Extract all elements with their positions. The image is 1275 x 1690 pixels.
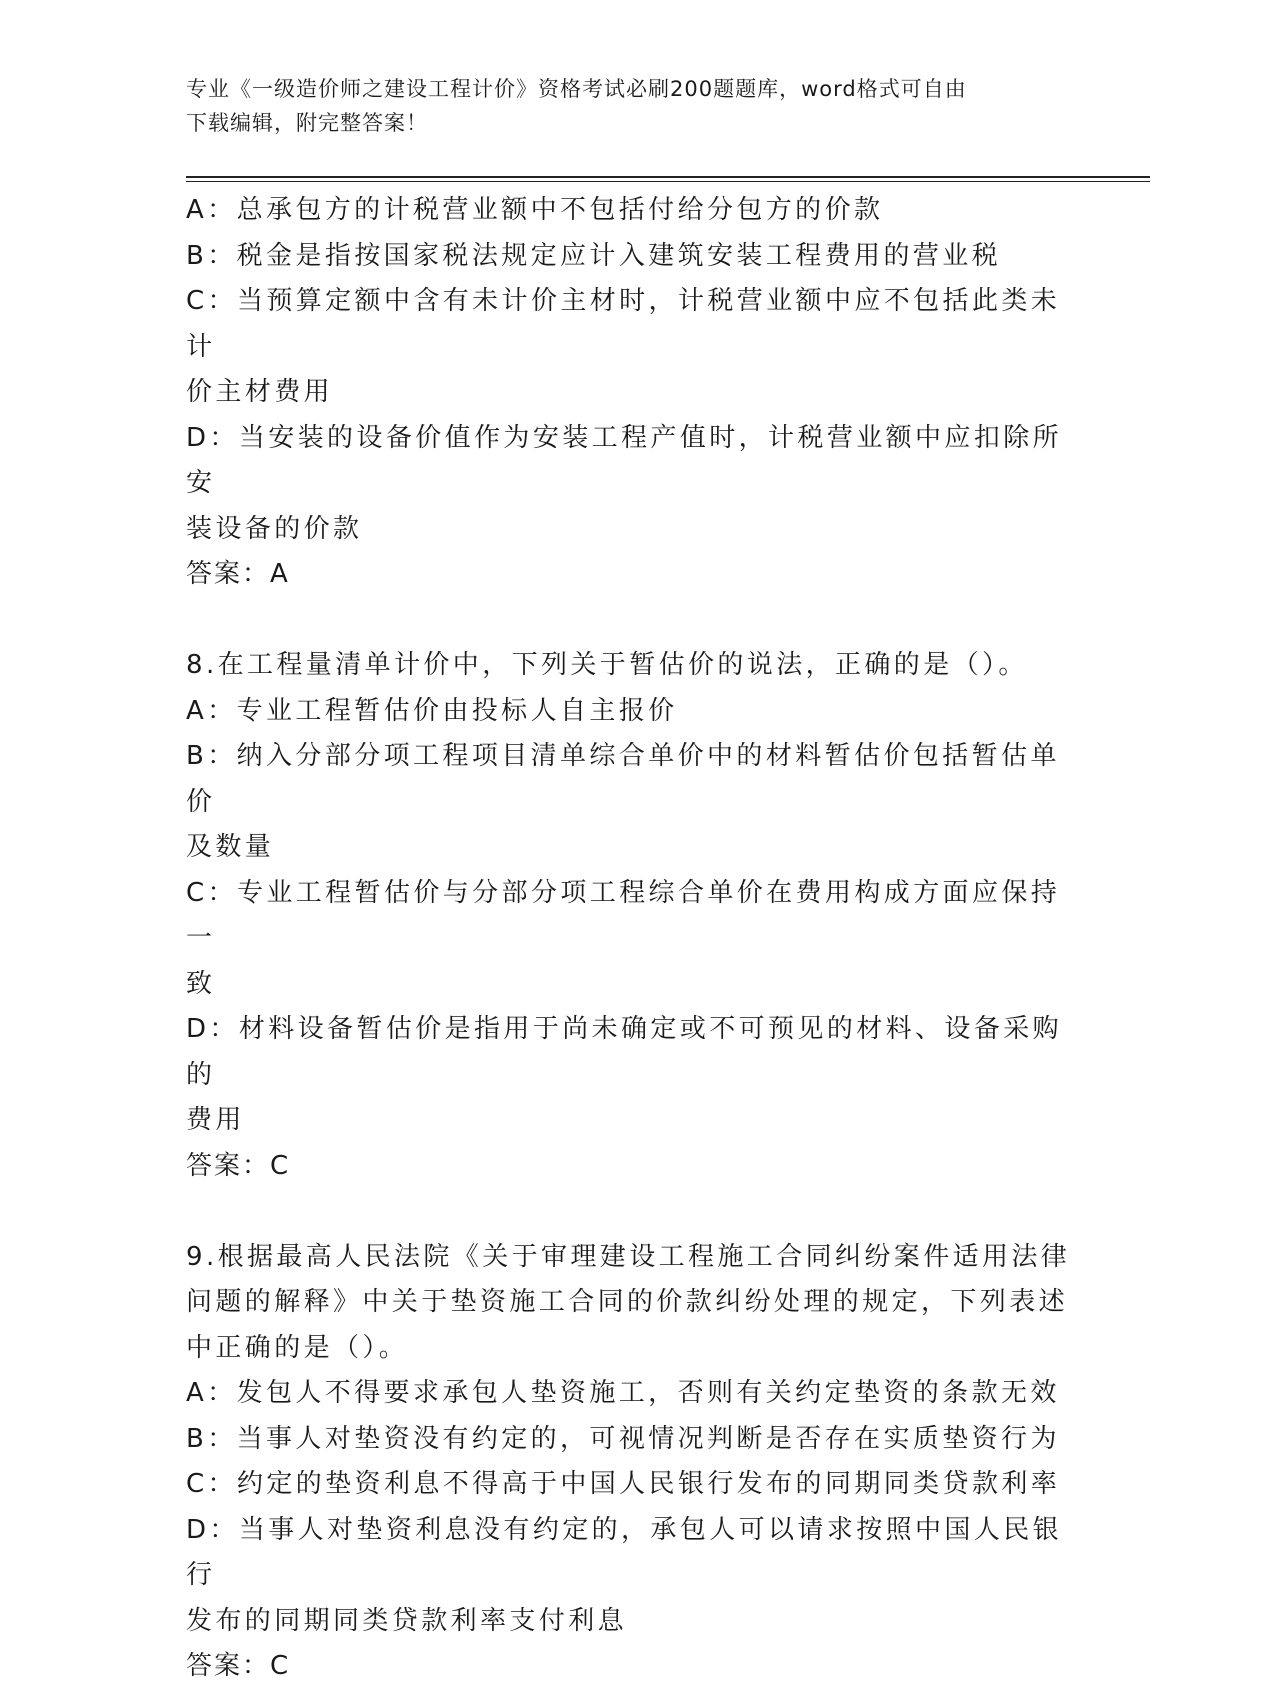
q8-option-b-line-2: 及数量 <box>186 832 275 862</box>
spacer <box>186 1189 1086 1235</box>
q9-answer: 答案：C <box>186 1651 291 1681</box>
q8-option-d-line-1: D：材料设备暂估价是指用于尚未确定或不可预见的材料、设备采购的 <box>186 1014 1063 1090</box>
q9-option-c: C：约定的垫资利息不得高于中国人民银行发布的同期同类贷款利率 <box>186 1469 1061 1499</box>
q9-option-d-line-1: D：当事人对垫资利息没有约定的，承包人可以请求按照中国人民银行 <box>186 1514 1063 1590</box>
q7-option-a: A：总承包方的计税营业额中不包括付给分包方的价款 <box>186 195 884 225</box>
spacer <box>186 598 1086 644</box>
q7-option-d-line-1: D：当安装的设备价值作为安装工程产值时，计税营业额中应扣除所安 <box>186 422 1063 498</box>
header-divider <box>186 176 1150 178</box>
q7-answer: 答案：A <box>186 559 290 589</box>
header-divider-thin <box>186 181 1150 182</box>
q8-question: 8.在工程量清单计价中，下列关于暂估价的说法，正确的是（）。 <box>186 650 1028 680</box>
q7-option-d-line-2: 装设备的价款 <box>186 513 363 544</box>
q7-option-c-line-1: C：当预算定额中含有未计价主材时，计税营业额中应不包括此类未计 <box>186 286 1061 362</box>
q8-option-c-line-1: C：专业工程暂估价与分部分项工程综合单价在费用构成方面应保持一 <box>186 877 1061 953</box>
q9-option-b: B：当事人对垫资没有约定的，可视情况判断是否存在实质垫资行为 <box>186 1423 1060 1454</box>
q9-question-line-2: 问题的解释》中关于垫资施工合同的价款纠纷处理的规定，下列表述 <box>186 1287 1069 1317</box>
document-header <box>186 72 1066 140</box>
q8-option-a: A：专业工程暂估价由投标人自主报价 <box>186 695 678 726</box>
header-line-2: 下载编辑，附完整答案！ <box>186 111 428 135</box>
q8-option-b-line-1: B：纳入分部分项工程项目清单综合单价中的材料暂估价包括暂估单价 <box>186 741 1060 817</box>
q9-question-line-1: 9.根据最高人民法院《关于审理建设工程施工合同纠纷案件适用法律 <box>186 1241 1071 1272</box>
question-7-block <box>186 188 1086 598</box>
q8-option-d-line-2: 费用 <box>186 1105 245 1135</box>
q9-option-a: A：发包人不得要求承包人垫资施工，否则有关约定垫资的条款无效 <box>186 1378 1060 1408</box>
q8-option-c-line-2: 致 <box>186 968 216 999</box>
q7-option-c-line-2: 价主材费用 <box>186 377 334 407</box>
q8-answer: 答案：C <box>186 1150 291 1181</box>
q7-option-b: B：税金是指按国家税法规定应计入建筑安装工程费用的营业税 <box>186 240 1002 271</box>
document-body <box>186 188 1086 1690</box>
question-8-block <box>186 643 1086 1189</box>
header-line-1: 专业《一级造价师之建设工程计价》资格考试必刷200题题库，word格式可自由 <box>186 77 967 101</box>
question-9-block <box>186 1235 1086 1690</box>
q9-option-d-line-2: 发布的同期同类贷款利率支付利息 <box>186 1605 628 1636</box>
q9-question-line-3: 中正确的是（）。 <box>186 1332 409 1363</box>
